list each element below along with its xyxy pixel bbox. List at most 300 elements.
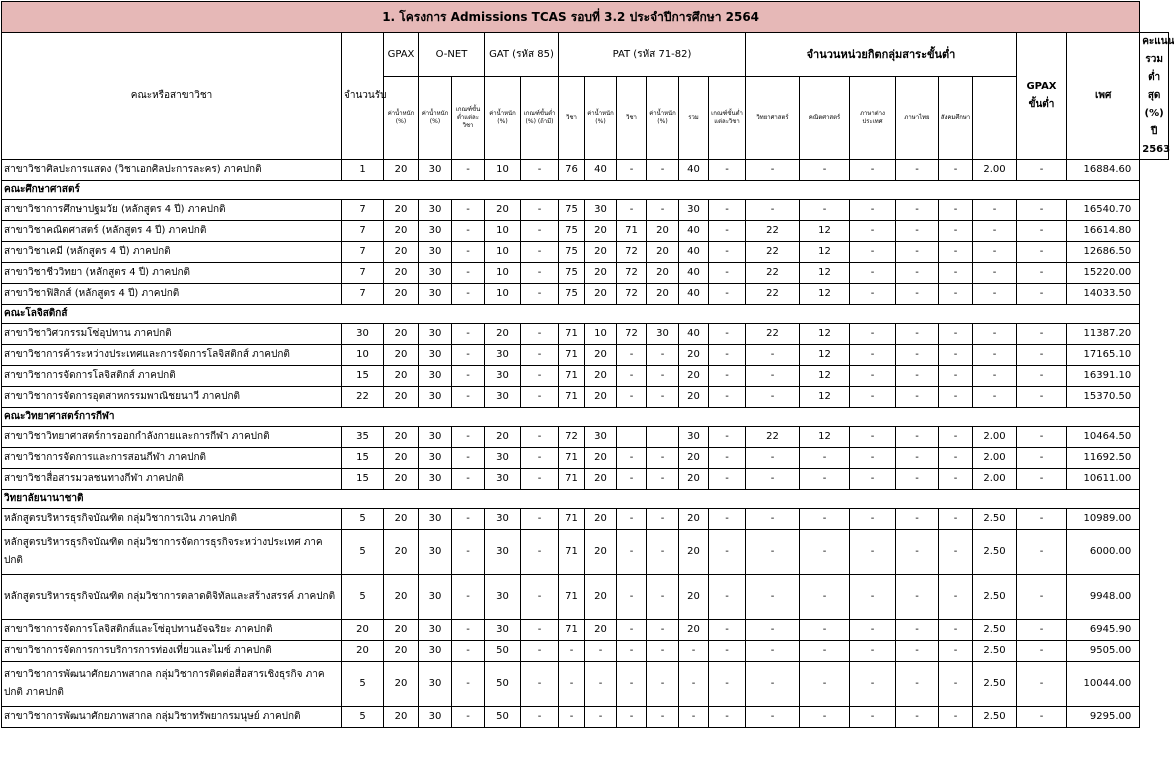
table-row	[2, 469, 1169, 490]
col-credits: จำนวนหน่วยกิตกลุ่มสาระขั้นต่ำ	[746, 33, 1017, 77]
table-cell: -	[1017, 662, 1067, 707]
table-cell: -	[939, 427, 973, 448]
table-cell: 22	[746, 221, 800, 242]
table-cell: -	[709, 469, 746, 490]
section-title: คณะศึกษาศาสตร์	[2, 181, 1140, 200]
table-cell: -	[709, 263, 746, 284]
table-cell: 30	[679, 427, 709, 448]
table-cell: 7	[342, 242, 384, 263]
table-cell: -	[746, 620, 800, 641]
table-cell: 11692.50	[1067, 448, 1140, 469]
table-cell: -	[896, 427, 939, 448]
table-cell: -	[452, 662, 485, 707]
table-cell: 30	[419, 448, 452, 469]
table-cell: 12	[800, 427, 850, 448]
table-cell: 20	[384, 509, 419, 530]
table-cell: -	[1017, 707, 1067, 728]
table-cell: 75	[559, 221, 585, 242]
table-cell: 22	[342, 387, 384, 408]
program-name: สาขาวิชาศิลปะการแสดง (วิชาเอกศิลปะการละคร) ภาคปกติ	[2, 160, 342, 181]
table-cell: 30	[419, 324, 452, 345]
table-cell: -	[939, 221, 973, 242]
table-cell: 30	[485, 345, 521, 366]
table-cell: 30	[419, 427, 452, 448]
title-row	[2, 2, 1169, 33]
col-gat: GAT (รหัส 85)	[485, 33, 559, 77]
col-max-score: คะแนนรวมต่ำสุด (%) ปี 2563	[1140, 33, 1169, 160]
table-cell: 10	[342, 345, 384, 366]
table-cell: 10	[485, 160, 521, 181]
table-cell: 10	[485, 263, 521, 284]
table-cell: 20	[679, 530, 709, 575]
table-cell: -	[1017, 620, 1067, 641]
table-row	[2, 345, 1169, 366]
table-cell	[617, 427, 647, 448]
table-cell: 6945.90	[1067, 620, 1140, 641]
table-cell: 12	[800, 366, 850, 387]
table-cell: 20	[384, 263, 419, 284]
table-row	[2, 160, 1169, 181]
table-cell: -	[521, 575, 559, 620]
table-cell: -	[939, 345, 973, 366]
table-cell	[647, 427, 679, 448]
table-cell: -	[521, 469, 559, 490]
table-cell: -	[746, 530, 800, 575]
col-pat: PAT (รหัส 71-82)	[559, 33, 746, 77]
table-cell: -	[850, 448, 896, 469]
table-cell: -	[452, 324, 485, 345]
table-cell: 20	[679, 366, 709, 387]
table-cell: 20	[679, 620, 709, 641]
program-name: หลักสูตรบริหารธุรกิจบัณฑิต กลุ่มวิชาการจัดการธุรกิจระหว่างประเทศ ภาคปกติ	[2, 530, 342, 575]
table-cell: 12	[800, 242, 850, 263]
table-row	[2, 242, 1169, 263]
table-cell: -	[973, 263, 1017, 284]
table-cell: 20	[384, 324, 419, 345]
table-cell: 76	[559, 160, 585, 181]
section-row	[2, 305, 1169, 324]
table-cell: -	[896, 160, 939, 181]
table-cell: -	[939, 662, 973, 707]
table-cell: -	[709, 345, 746, 366]
table-row	[2, 575, 1169, 620]
table-cell: 20	[585, 530, 617, 575]
table-cell: 20	[679, 387, 709, 408]
table-cell: 20	[384, 707, 419, 728]
table-cell: -	[746, 366, 800, 387]
table-cell: -	[647, 575, 679, 620]
table-cell: -	[973, 221, 1017, 242]
table-cell: -	[896, 284, 939, 305]
table-cell: 22	[746, 263, 800, 284]
program-name: สาขาวิชาการจัดการอุตสาหกรรมพาณิชยนาวี ภาคปกติ	[2, 387, 342, 408]
table-cell: 2.00	[973, 448, 1017, 469]
table-cell: -	[746, 575, 800, 620]
table-cell: -	[850, 366, 896, 387]
table-cell: -	[1017, 221, 1067, 242]
table-cell: -	[939, 160, 973, 181]
table-cell: -	[896, 263, 939, 284]
table-cell: -	[617, 707, 647, 728]
table-cell: -	[746, 662, 800, 707]
table-cell: -	[521, 427, 559, 448]
program-name: สาขาวิชาชีววิทยา (หลักสูตร 4 ปี) ภาคปกติ	[2, 263, 342, 284]
table-cell: 35	[342, 427, 384, 448]
table-cell: 20	[585, 469, 617, 490]
table-row	[2, 263, 1169, 284]
table-cell: 50	[485, 707, 521, 728]
table-cell: -	[939, 469, 973, 490]
table-cell: -	[896, 530, 939, 575]
table-cell: 71	[559, 387, 585, 408]
table-cell: -	[647, 366, 679, 387]
pat-weight-2: ค่าน้ำหนัก (%)	[647, 77, 679, 160]
table-cell: -	[800, 530, 850, 575]
table-cell: -	[585, 707, 617, 728]
table-cell: -	[973, 366, 1017, 387]
table-cell: 12	[800, 324, 850, 345]
table-cell: -	[896, 366, 939, 387]
table-cell: 7	[342, 200, 384, 221]
table-cell: -	[800, 575, 850, 620]
table-cell: 20	[342, 641, 384, 662]
table-cell: -	[617, 448, 647, 469]
table-cell: 30	[485, 575, 521, 620]
table-cell: 20	[585, 575, 617, 620]
table-cell: 1	[342, 160, 384, 181]
table-cell: -	[973, 387, 1017, 408]
table-cell: -	[800, 469, 850, 490]
table-cell: 5	[342, 662, 384, 707]
table-cell: 30	[419, 242, 452, 263]
table-cell: -	[521, 620, 559, 641]
table-cell: -	[647, 662, 679, 707]
table-cell: -	[939, 366, 973, 387]
table-cell: -	[647, 530, 679, 575]
table-cell: -	[850, 641, 896, 662]
table-cell: -	[617, 662, 647, 707]
table-cell: -	[1017, 387, 1067, 408]
program-name: สาขาวิชาการค้าระหว่างประเทศและการจัดการโลจิสติกส์ ภาคปกติ	[2, 345, 342, 366]
table-cell: -	[850, 221, 896, 242]
table-cell: -	[896, 620, 939, 641]
table-cell: -	[647, 345, 679, 366]
table-cell: 16391.10	[1067, 366, 1140, 387]
gat-weight: ค่าน้ำหนัก (%)	[485, 77, 521, 160]
table-cell: -	[746, 641, 800, 662]
table-cell: -	[850, 263, 896, 284]
table-cell: 20	[647, 242, 679, 263]
table-row	[2, 221, 1169, 242]
table-cell: -	[800, 509, 850, 530]
table-cell: 20	[384, 160, 419, 181]
col-onet: O-NET	[419, 33, 485, 77]
table-cell: 30	[419, 575, 452, 620]
table-cell: 20	[384, 387, 419, 408]
table-cell: 30	[485, 620, 521, 641]
table-cell: -	[800, 448, 850, 469]
table-row	[2, 641, 1169, 662]
credit-thai: ภาษาไทย	[896, 77, 939, 160]
table-row	[2, 427, 1169, 448]
program-name: สาขาวิชาคณิตศาสตร์ (หลักสูตร 4 ปี) ภาคปกติ	[2, 221, 342, 242]
table-cell: 15	[342, 469, 384, 490]
table-cell: -	[709, 200, 746, 221]
table-cell: -	[800, 662, 850, 707]
table-cell: -	[617, 387, 647, 408]
pat-min: เกณฑ์ขั้นต่ำแต่ละวิชา	[709, 77, 746, 160]
table-cell: -	[647, 160, 679, 181]
table-cell: -	[746, 160, 800, 181]
table-cell: 20	[384, 242, 419, 263]
table-cell: 75	[559, 263, 585, 284]
table-cell: -	[521, 707, 559, 728]
table-cell: -	[896, 345, 939, 366]
table-cell: 14033.50	[1067, 284, 1140, 305]
table-cell: 30	[419, 345, 452, 366]
table-cell: -	[452, 387, 485, 408]
table-cell: 30	[485, 469, 521, 490]
table-cell: -	[939, 575, 973, 620]
table-cell: -	[800, 620, 850, 641]
table-cell: 22	[746, 242, 800, 263]
table-cell: 30	[585, 200, 617, 221]
table-cell: 30	[419, 530, 452, 575]
table-cell: 2.50	[973, 509, 1017, 530]
table-cell: -	[452, 448, 485, 469]
table-cell: -	[452, 641, 485, 662]
table-cell: -	[617, 469, 647, 490]
table-cell: 30	[485, 366, 521, 387]
table-cell: 72	[617, 263, 647, 284]
section-title: คณะวิทยาศาสตร์การกีฬา	[2, 408, 1140, 427]
table-cell: 20	[384, 284, 419, 305]
table-cell: -	[850, 509, 896, 530]
table-cell: 71	[559, 324, 585, 345]
table-cell: -	[1017, 324, 1067, 345]
table-cell: -	[617, 200, 647, 221]
table-cell: -	[559, 662, 585, 707]
table-cell: -	[896, 707, 939, 728]
table-cell: 12	[800, 263, 850, 284]
table-cell: 20	[485, 324, 521, 345]
table-cell: -	[647, 200, 679, 221]
table-cell: -	[896, 662, 939, 707]
table-cell: 30	[342, 324, 384, 345]
col-gpax: GPAX	[384, 33, 419, 77]
table-cell: -	[850, 345, 896, 366]
table-cell: 16540.70	[1067, 200, 1140, 221]
table-cell: -	[452, 366, 485, 387]
table-cell: 20	[585, 263, 617, 284]
table-cell: 50	[485, 641, 521, 662]
table-cell: -	[1017, 263, 1067, 284]
table-cell: 75	[559, 200, 585, 221]
table-cell: 40	[679, 284, 709, 305]
gpax-weight: ค่าน้ำหนัก (%)	[384, 77, 419, 160]
table-cell: -	[746, 200, 800, 221]
table-cell: -	[647, 641, 679, 662]
table-cell: 10611.00	[1067, 469, 1140, 490]
table-cell: 5	[342, 707, 384, 728]
table-cell: 40	[585, 160, 617, 181]
table-cell: -	[896, 387, 939, 408]
table-cell: 11387.20	[1067, 324, 1140, 345]
table-cell: -	[709, 324, 746, 345]
table-cell: -	[746, 448, 800, 469]
program-name: หลักสูตรบริหารธุรกิจบัณฑิต กลุ่มวิชาการตลาดดิจิทัลและสร้างสรรค์ ภาคปกติ	[2, 575, 342, 620]
table-cell: -	[973, 284, 1017, 305]
table-cell: 10	[585, 324, 617, 345]
table-cell: 12	[800, 284, 850, 305]
table-row	[2, 387, 1169, 408]
program-name: สาขาวิชาการจัดการโลจิสติกส์และโซ่อุปทานอัจฉริยะ ภาคปกติ	[2, 620, 342, 641]
table-cell: -	[896, 448, 939, 469]
table-row	[2, 620, 1169, 641]
table-cell: 6000.00	[1067, 530, 1140, 575]
table-cell: 71	[559, 509, 585, 530]
table-cell: -	[896, 242, 939, 263]
table-cell: 71	[617, 221, 647, 242]
table-cell: -	[939, 200, 973, 221]
table-cell: 30	[419, 469, 452, 490]
table-cell: -	[896, 324, 939, 345]
table-cell: -	[746, 387, 800, 408]
table-cell: -	[1017, 575, 1067, 620]
table-cell: -	[679, 641, 709, 662]
table-cell: 16614.80	[1067, 221, 1140, 242]
table-cell: 10	[485, 284, 521, 305]
table-cell: 12	[800, 221, 850, 242]
program-name: สาขาวิชาการจัดการโลจิสติกส์ ภาคปกติ	[2, 366, 342, 387]
table-cell: 5	[342, 530, 384, 575]
table-cell: 12	[800, 387, 850, 408]
table-row	[2, 366, 1169, 387]
table-cell: -	[939, 324, 973, 345]
table-cell: 22	[746, 324, 800, 345]
program-name: สาขาวิชาการพัฒนาศักยภาพสากล กลุ่มวิชาทรัพยากรมนุษย์ ภาคปกติ	[2, 707, 342, 728]
table-cell: 30	[485, 387, 521, 408]
table-cell: 71	[559, 620, 585, 641]
table-cell: 40	[679, 242, 709, 263]
table-cell: -	[521, 221, 559, 242]
table-cell: 20	[384, 366, 419, 387]
table-cell: -	[939, 242, 973, 263]
col-gpax-min: GPAX ขั้นต่ำ	[1017, 33, 1067, 160]
table-cell: -	[1017, 641, 1067, 662]
table-cell: 7	[342, 221, 384, 242]
table-cell: -	[452, 530, 485, 575]
table-cell: -	[800, 641, 850, 662]
table-cell: -	[1017, 160, 1067, 181]
table-cell: 20	[585, 509, 617, 530]
table-cell: -	[521, 200, 559, 221]
table-row	[2, 707, 1169, 728]
table-cell: 20	[679, 469, 709, 490]
table-cell: -	[896, 200, 939, 221]
program-name: สาขาวิชาสื่อสารมวลชนทางกีฬา ภาคปกติ	[2, 469, 342, 490]
table-cell: 20	[679, 448, 709, 469]
table-cell: 20	[679, 509, 709, 530]
table-cell: -	[1017, 242, 1067, 263]
table-cell: -	[939, 641, 973, 662]
table-cell: -	[452, 345, 485, 366]
table-cell: 30	[419, 160, 452, 181]
table-cell: -	[647, 469, 679, 490]
table-cell: 30	[647, 324, 679, 345]
table-cell: 40	[679, 160, 709, 181]
table-cell: 30	[419, 662, 452, 707]
table-cell: 20	[679, 575, 709, 620]
table-cell: -	[647, 448, 679, 469]
table-cell: -	[1017, 448, 1067, 469]
table-cell: 30	[419, 284, 452, 305]
table-cell: -	[850, 707, 896, 728]
table-cell: -	[850, 530, 896, 575]
table-cell: -	[1017, 530, 1067, 575]
table-cell: 2.50	[973, 641, 1017, 662]
table-cell: 20	[384, 427, 419, 448]
table-cell: 16884.60	[1067, 160, 1140, 181]
table-cell: 20	[679, 345, 709, 366]
table-cell: -	[1017, 427, 1067, 448]
table-cell: -	[521, 509, 559, 530]
program-name: สาขาวิชาการจัดการการบริการการท่องเที่ยวและไมซ์ ภาคปกติ	[2, 641, 342, 662]
table-cell: -	[585, 641, 617, 662]
table-cell: 15370.50	[1067, 387, 1140, 408]
table-cell: -	[617, 345, 647, 366]
table-cell: 20	[585, 448, 617, 469]
credit-foreign: ภาษาต่างประเทศ	[850, 77, 896, 160]
table-cell: 30	[419, 707, 452, 728]
table-cell: -	[452, 221, 485, 242]
table-cell: 20	[384, 345, 419, 366]
table-cell: -	[850, 242, 896, 263]
table-cell: -	[617, 620, 647, 641]
table-cell: -	[850, 284, 896, 305]
table-row	[2, 530, 1169, 575]
table-cell: -	[709, 221, 746, 242]
credit-social: สังคมศึกษา	[939, 77, 973, 160]
table-cell: -	[709, 509, 746, 530]
table-cell: -	[617, 366, 647, 387]
table-cell: 20	[585, 242, 617, 263]
table-cell: -	[746, 345, 800, 366]
program-name: สาขาวิชาเคมี (หลักสูตร 4 ปี) ภาคปกติ	[2, 242, 342, 263]
table-row	[2, 662, 1169, 707]
table-cell: 20	[585, 387, 617, 408]
table-cell: 30	[419, 200, 452, 221]
table-cell: -	[521, 242, 559, 263]
program-name: สาขาวิชาฟิสิกส์ (หลักสูตร 4 ปี) ภาคปกติ	[2, 284, 342, 305]
table-cell: 10	[485, 242, 521, 263]
table-cell: -	[452, 575, 485, 620]
table-cell: -	[939, 509, 973, 530]
table-cell: 20	[384, 641, 419, 662]
table-cell: 9948.00	[1067, 575, 1140, 620]
table-cell: 20	[647, 284, 679, 305]
pat-subject-2: วิชา	[617, 77, 647, 160]
table-cell: -	[939, 387, 973, 408]
table-cell: -	[709, 160, 746, 181]
table-cell: 17165.10	[1067, 345, 1140, 366]
table-cell: -	[1017, 345, 1067, 366]
pat-total: รวม	[679, 77, 709, 160]
table-cell: -	[521, 324, 559, 345]
section-row	[2, 408, 1169, 427]
table-cell: -	[939, 530, 973, 575]
table-cell: -	[939, 620, 973, 641]
